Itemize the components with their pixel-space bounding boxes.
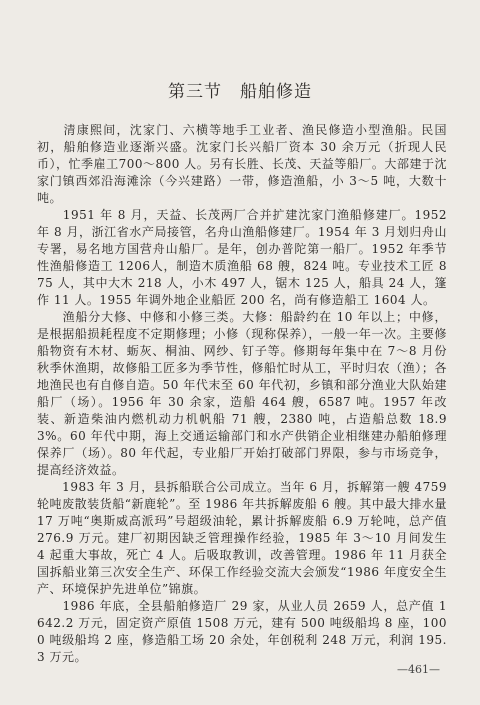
paragraph: 清康熙间，沈家门、六横等地手工业者、渔民修造小型渔船。民国初，船舶修造业逐渐兴盛。沈家门长兴船厂资本 30 余万元（折现人民币），忙季雇工700～800 人。另有长胜、长茂、天益等船厂。大部建于沈家门镇西郊沿海滩涂（今兴建路）一带，修造渔船，小 3～5 吨，大数十吨。 xyxy=(37,123,447,205)
body-text xyxy=(37,122,447,666)
page-number: —461— xyxy=(397,663,440,676)
paragraph: 渔船分大修、中修和小修三类。大修：船龄约在 10 年以上；中修，是根据船损耗程度不定期修理；小修（现称保养），一般一年一次。主要修船物资有木材、蛎灰、桐油、网纱、钉子等。修期每年集中在 7～8 月份秋季休渔期，故修船工匠多为季节性，修船忙时从工，平时归农（渔）；各地渔民也有自修自造。50 年代末至 60 年代初，乡镇和部分渔业大队始建船厂（场）。1956 年 30 余家，造船 464 艘，6587 吨。1957 年改装、新造柴油内燃机动力机帆船 71 艘，2380 吨，占造船总数 18.93%。60 年代中期，海上交通运输部门和水产供销企业相继建办船舶修理保养厂（场）。80 年代起，专业船厂开始打破部门界限，参与市场竞争，提高经济效益。 xyxy=(37,310,447,477)
paragraph: 1983 年 3 月，县拆船联合公司成立。当年 6 月，拆解第一艘 4759 轮吨废散装货船“新鹿轮”。至 1986 年共拆解废船 6 艘。其中最大排水量 17 万吨“奥斯威高派玛”号超级油轮，累计拆解废船 6.9 万轮吨，总产值 276.9 万元。建厂初期因缺乏管理操作经验，1985 年 3～10 月间发生 4 起重大事故，死亡 4 人。后吸取教训，改善管理。1986 年 11 月获全国拆船业第三次安全生产、环保工作经验交流大会颁发“1986 年度安全生产、环境保护先进单位”锦旗。 xyxy=(37,480,447,596)
paragraph: 1986 年底，全县船舶修造厂 29 家，从业人员 2659 人，总产值 1642.2 万元，固定资产原值 1508 万元，建有 500 吨级船坞 8 座，1000 吨级船坞 2 座，修造船工场 20 余处，年创税利 248 万元，利润 195.3 万元。 xyxy=(37,599,447,664)
section-title: 第三节 船舶修造 xyxy=(168,82,312,102)
paragraph: 1951 年 8 月，天益、长茂两厂合并扩建沈家门渔船修建厂。1952 年 8 月，浙江省水产局接管，名舟山渔船修建厂。1954 年 3 月划归舟山专署，易名地方国营舟山船厂。是年，创办普陀第一船厂。1952 年季节性渔船修造工 1206人，制造木质渔船 68 艘，824 吨。专业技术工匠 875 人，其中大木 218 人，小木 497 人，锯木 125 人，船具 24 人，篷作 11 人。1955 年调外地企业船匠 200 名，尚有修造船工 1604 人。 xyxy=(37,208,447,307)
